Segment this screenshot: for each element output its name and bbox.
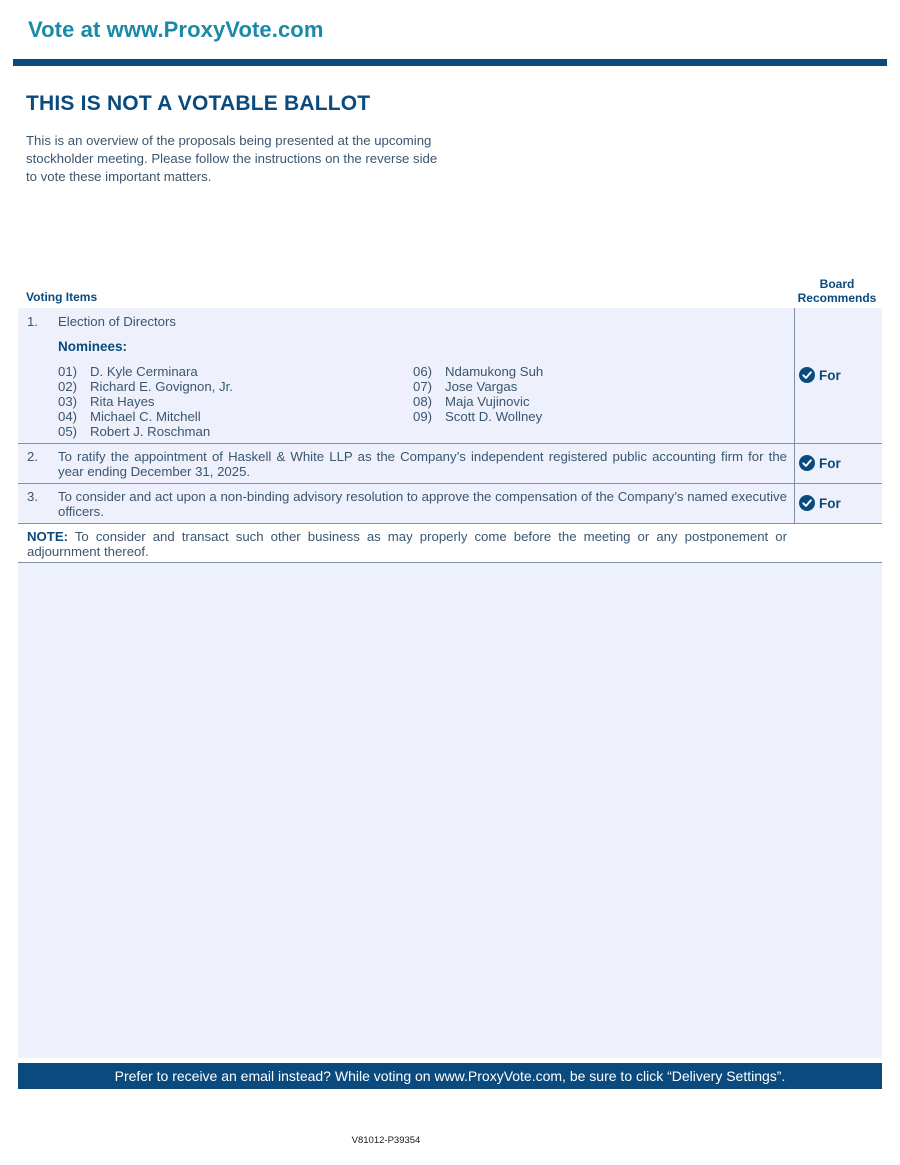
note-label: NOTE: — [27, 529, 69, 544]
voting-item-3 — [18, 484, 882, 524]
nominee: 04) Michael C. Mitchell — [58, 409, 201, 425]
check-circle-icon — [799, 455, 815, 471]
column-header-voting-items: Voting Items — [26, 290, 98, 304]
nominee: 03) Rita Hayes — [58, 394, 155, 410]
email-delivery-banner: Prefer to receive an email instead? While voting on www.ProxyVote.com, be sure to click “Delivery Settings”. — [18, 1063, 882, 1089]
document-code: V81012-P39354 — [351, 1135, 421, 1146]
voting-item-3-content — [18, 484, 794, 523]
board-recommendation-3 — [794, 484, 882, 523]
nominee: 06) Ndamukong Suh — [413, 364, 544, 379]
board-recommendation-1 — [794, 308, 882, 443]
board-recommendation-2 — [794, 444, 882, 483]
page-title: THIS IS NOT A VOTABLE BALLOT — [26, 92, 371, 115]
intro-paragraph: This is an overview of the proposals being presented at the upcoming stockholder meeting. Please follow the instructions on the reverse side to vote these important matters. — [26, 133, 438, 184]
recommendation-label: For — [819, 495, 841, 511]
nominee: 02) Richard E. Govignon, Jr. — [58, 379, 233, 395]
nominees-list-right — [413, 364, 543, 424]
recommendation-label: For — [819, 367, 841, 383]
check-circle-icon — [799, 495, 815, 511]
item-text: To ratify the appointment of Haskell & White LLP as the Company’s independent registered public accounting firm for the year ending December 31, 2025. — [58, 449, 787, 479]
nominees-label: Nominees: — [58, 339, 128, 354]
column-header-board-recommends: Board Recommends — [797, 277, 877, 305]
nominee: 08) Maja Vujinovic — [413, 394, 530, 410]
nominee: 05) Robert J. Roschman — [58, 424, 211, 440]
voting-item-2-content — [18, 444, 794, 483]
nominees-list-left — [58, 364, 233, 439]
item-number: 3. — [27, 489, 38, 504]
check-circle-icon — [799, 367, 815, 383]
voting-item-2 — [18, 444, 882, 484]
recommendation-label: For — [819, 455, 841, 471]
nominee: 07) Jose Vargas — [413, 379, 518, 395]
item-text: Election of Directors — [58, 314, 176, 329]
vote-website-header: Vote at www.ProxyVote.com — [28, 17, 324, 42]
header-divider — [13, 59, 887, 66]
voting-item-1 — [18, 308, 882, 444]
item-number: 1. — [27, 314, 38, 329]
voting-item-1-content — [18, 308, 794, 443]
nominee: 01) D. Kyle Cerminara — [58, 364, 198, 379]
item-number: 2. — [27, 449, 38, 464]
nominee: 09) Scott D. Wollney — [413, 409, 543, 425]
note-row — [18, 524, 882, 563]
note-text: NOTE: To consider and transact such other business as may properly come before the meeting or any postponement or adjournment thereof. — [27, 529, 787, 559]
item-text: To consider and act upon a non-binding advisory resolution to approve the compensation of the Company’s named executive officers. — [58, 489, 787, 519]
